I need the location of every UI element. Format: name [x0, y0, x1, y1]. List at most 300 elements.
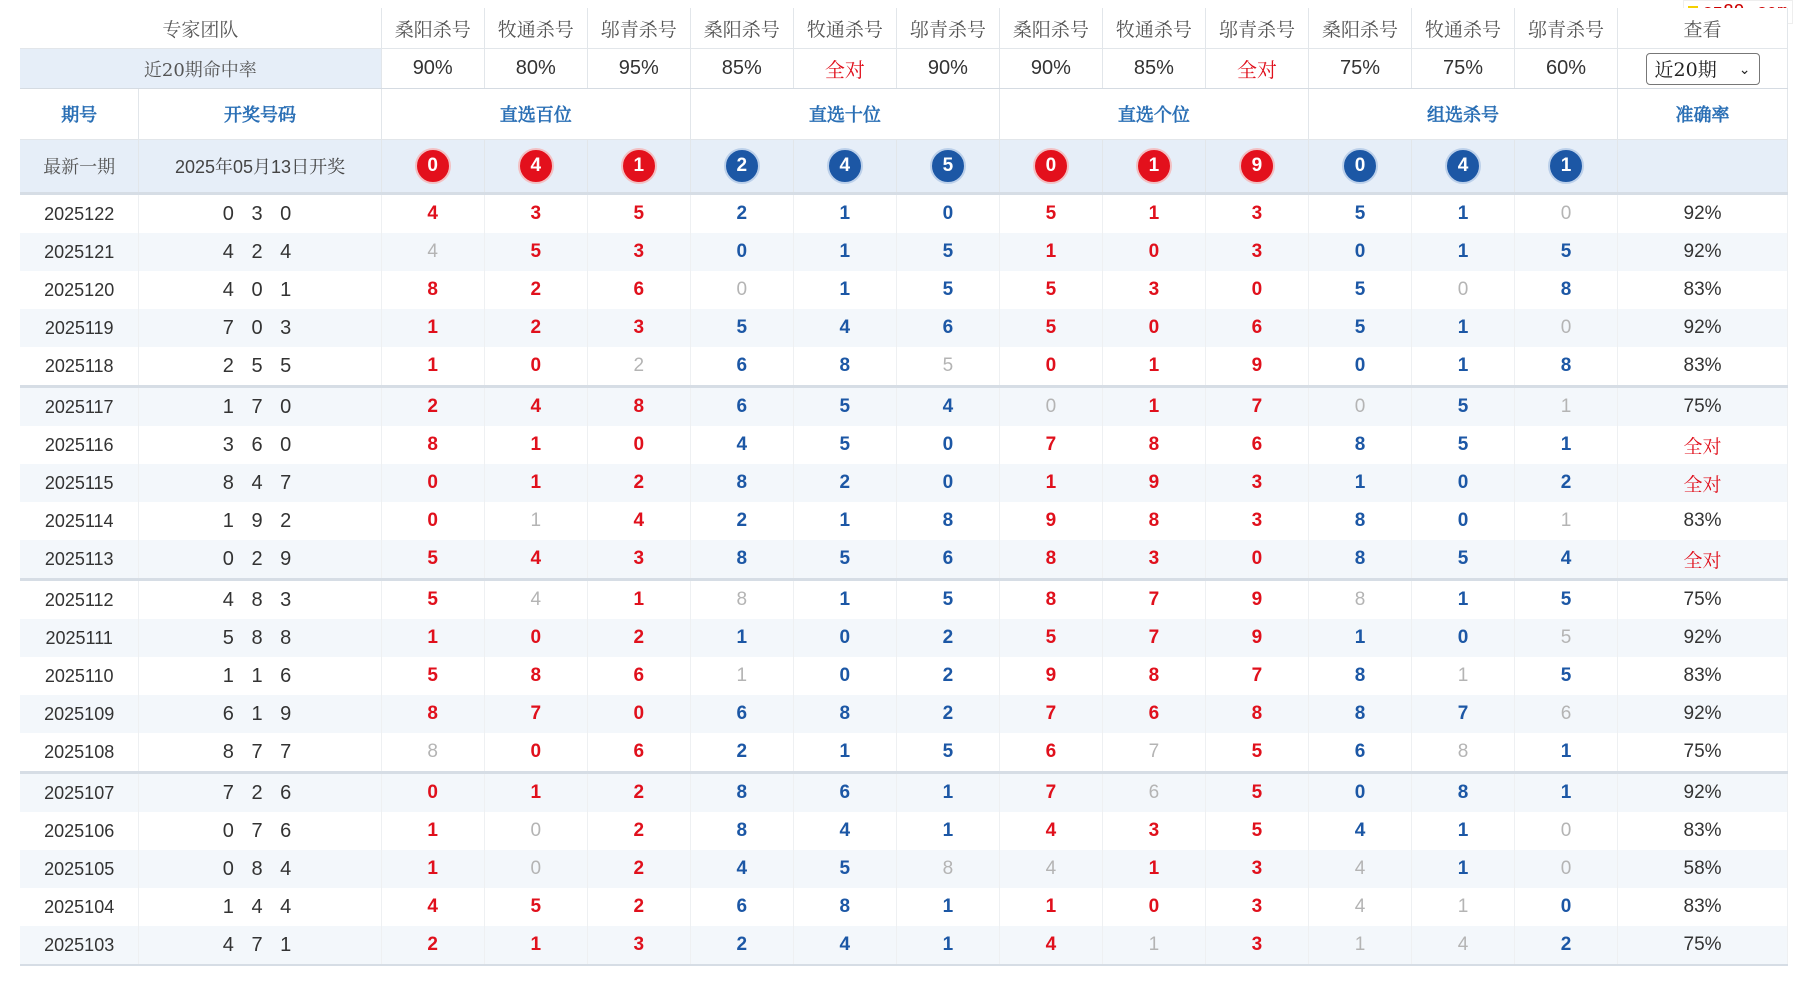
draw-number: 1 4 4 — [139, 888, 381, 926]
kill-number: 1 — [484, 426, 587, 464]
period-number: 2025115 — [20, 464, 139, 502]
expert-name: 邬青杀号 — [1205, 8, 1308, 49]
table-row — [20, 812, 1788, 850]
kill-number: 8 — [381, 426, 484, 464]
kill-number: 7 — [484, 695, 587, 733]
kill-number: 7 — [1102, 619, 1205, 657]
kill-number: 0 — [1412, 619, 1515, 657]
kill-number: 8 — [1102, 502, 1205, 540]
table-row — [20, 347, 1788, 387]
table-row — [20, 233, 1788, 271]
kill-number: 8 — [1205, 695, 1308, 733]
kill-number: 6 — [587, 271, 690, 309]
kill-number: 0 — [999, 347, 1102, 387]
kill-number: 2 — [690, 194, 793, 234]
kill-number: 9 — [999, 502, 1102, 540]
kill-number: 8 — [1412, 773, 1515, 813]
kill-number: 3 — [1102, 540, 1205, 580]
kill-number: 8 — [1308, 426, 1411, 464]
draw-number: 4 7 1 — [139, 926, 381, 965]
kill-number: 0 — [999, 387, 1102, 427]
kill-number: 8 — [1308, 502, 1411, 540]
kill-number-ball: 4 — [827, 148, 863, 184]
kill-number: 3 — [484, 194, 587, 234]
kill-number: 8 — [1515, 271, 1618, 309]
kill-number: 0 — [1515, 309, 1618, 347]
draw-number: 7 2 6 — [139, 773, 381, 813]
accuracy-value: 83% — [1618, 657, 1788, 695]
kill-number: 1 — [1412, 888, 1515, 926]
hit-rate-value: 85% — [1102, 49, 1205, 89]
kill-number: 1 — [1412, 812, 1515, 850]
expert-name: 牧通杀号 — [793, 8, 896, 49]
draw-number: 4 2 4 — [139, 233, 381, 271]
kill-number: 1 — [1515, 773, 1618, 813]
kill-number: 5 — [896, 271, 999, 309]
kill-number: 0 — [896, 426, 999, 464]
kill-number: 9 — [1102, 464, 1205, 502]
accuracy-value: 全对 — [1618, 426, 1788, 464]
period-number: 2025113 — [20, 540, 139, 580]
kill-number: 5 — [1205, 773, 1308, 813]
kill-number: 0 — [484, 850, 587, 888]
draw-number: 1 9 2 — [139, 502, 381, 540]
accuracy-value: 92% — [1618, 695, 1788, 733]
kill-number: 4 — [690, 850, 793, 888]
kill-number: 5 — [793, 850, 896, 888]
period-number: 2025103 — [20, 926, 139, 965]
kill-number-ball: 2 — [724, 148, 760, 184]
kill-number: 1 — [793, 233, 896, 271]
table-row — [20, 502, 1788, 540]
kill-number: 0 — [1412, 502, 1515, 540]
draw-number: 1 7 0 — [139, 387, 381, 427]
kill-number: 4 — [484, 540, 587, 580]
draw-number: 0 8 4 — [139, 850, 381, 888]
kill-number: 4 — [793, 812, 896, 850]
kill-number: 1 — [1308, 464, 1411, 502]
kill-number-ball: 1 — [1548, 148, 1584, 184]
kill-number: 4 — [1308, 850, 1411, 888]
latest-ball-cell — [690, 140, 793, 194]
kill-number: 8 — [1308, 657, 1411, 695]
accuracy-value: 92% — [1618, 233, 1788, 271]
hit-rate-value: 95% — [587, 49, 690, 89]
kill-number: 0 — [1412, 271, 1515, 309]
expert-header-row — [20, 8, 1788, 49]
draw-number: 4 8 3 — [139, 580, 381, 620]
kill-number: 5 — [690, 309, 793, 347]
kill-number: 0 — [381, 773, 484, 813]
kill-number: 6 — [1205, 426, 1308, 464]
kill-number: 1 — [1412, 194, 1515, 234]
kill-number: 2 — [484, 271, 587, 309]
kill-number: 1 — [381, 309, 484, 347]
table-row — [20, 540, 1788, 580]
kill-number-ball: 4 — [1445, 148, 1481, 184]
period-select[interactable] — [1646, 53, 1760, 85]
kill-number: 1 — [381, 619, 484, 657]
kill-number: 8 — [1515, 347, 1618, 387]
kill-number: 8 — [1308, 580, 1411, 620]
col-units: 直选个位 — [999, 89, 1308, 140]
draw-number: 0 7 6 — [139, 812, 381, 850]
latest-ball-cell — [1102, 140, 1205, 194]
kill-number: 8 — [690, 464, 793, 502]
draw-number: 0 2 9 — [139, 540, 381, 580]
kill-number: 1 — [1412, 309, 1515, 347]
kill-number: 0 — [793, 619, 896, 657]
kill-number: 6 — [690, 695, 793, 733]
kill-number: 0 — [690, 233, 793, 271]
kill-number: 5 — [793, 540, 896, 580]
kill-number: 1 — [484, 464, 587, 502]
kill-number-ball: 1 — [1136, 148, 1172, 184]
kill-number: 3 — [587, 309, 690, 347]
kill-number: 5 — [381, 580, 484, 620]
latest-ball-cell — [1205, 140, 1308, 194]
kill-number-ball: 0 — [1033, 148, 1069, 184]
latest-ball-cell — [587, 140, 690, 194]
draw-number: 4 0 1 — [139, 271, 381, 309]
kill-number: 4 — [587, 502, 690, 540]
kill-number: 3 — [1205, 502, 1308, 540]
period-number: 2025116 — [20, 426, 139, 464]
kill-number: 8 — [1102, 657, 1205, 695]
kill-number: 5 — [896, 733, 999, 773]
kill-number: 6 — [793, 773, 896, 813]
kill-number: 7 — [999, 773, 1102, 813]
table-row — [20, 733, 1788, 773]
kill-number: 0 — [1412, 464, 1515, 502]
kill-number: 5 — [1412, 426, 1515, 464]
accuracy-value: 92% — [1618, 773, 1788, 813]
table-row — [20, 657, 1788, 695]
hit-rate-value: 90% — [999, 49, 1102, 89]
col-draw: 开奖号码 — [139, 89, 381, 140]
kill-number: 6 — [1205, 309, 1308, 347]
kill-number: 8 — [690, 812, 793, 850]
kill-number: 5 — [1308, 309, 1411, 347]
kill-number: 1 — [1102, 347, 1205, 387]
kill-number: 5 — [381, 657, 484, 695]
kill-number: 1 — [484, 502, 587, 540]
period-number: 2025110 — [20, 657, 139, 695]
expert-name: 邬青杀号 — [1515, 8, 1618, 49]
kill-number: 1 — [1102, 194, 1205, 234]
draw-number: 8 4 7 — [139, 464, 381, 502]
table-row — [20, 464, 1788, 502]
period-number: 2025104 — [20, 888, 139, 926]
accuracy-value: 75% — [1618, 926, 1788, 965]
latest-ball-cell — [896, 140, 999, 194]
kill-number: 3 — [587, 926, 690, 965]
table-row — [20, 387, 1788, 427]
accuracy-value: 83% — [1618, 347, 1788, 387]
kill-number: 1 — [999, 888, 1102, 926]
kill-number: 5 — [1515, 657, 1618, 695]
kill-number: 2 — [587, 812, 690, 850]
kill-number: 1 — [896, 888, 999, 926]
kill-number: 5 — [896, 580, 999, 620]
column-header-row — [20, 89, 1788, 140]
kill-number: 4 — [1308, 812, 1411, 850]
kill-number: 1 — [381, 812, 484, 850]
kill-number: 0 — [1102, 233, 1205, 271]
kill-number: 5 — [484, 888, 587, 926]
kill-number: 5 — [896, 233, 999, 271]
kill-number: 4 — [381, 194, 484, 234]
kill-number: 0 — [484, 733, 587, 773]
kill-number: 7 — [999, 695, 1102, 733]
kill-number: 5 — [999, 309, 1102, 347]
col-hundreds: 直选百位 — [381, 89, 690, 140]
accuracy-value: 83% — [1618, 888, 1788, 926]
kill-number: 9 — [1205, 580, 1308, 620]
expert-name: 桑阳杀号 — [381, 8, 484, 49]
kill-number: 4 — [1412, 926, 1515, 965]
table-row — [20, 695, 1788, 733]
kill-number: 2 — [896, 695, 999, 733]
kill-number: 1 — [1308, 619, 1411, 657]
period-number: 2025109 — [20, 695, 139, 733]
kill-number: 4 — [484, 580, 587, 620]
kill-number: 2 — [587, 464, 690, 502]
kill-number: 0 — [1515, 194, 1618, 234]
kill-number: 8 — [896, 850, 999, 888]
kill-number: 0 — [587, 695, 690, 733]
kill-number: 0 — [1308, 347, 1411, 387]
kill-number: 9 — [1205, 347, 1308, 387]
kill-number: 2 — [484, 309, 587, 347]
kill-number: 1 — [1308, 926, 1411, 965]
view-label: 查看 — [1618, 8, 1788, 49]
col-tens: 直选十位 — [690, 89, 999, 140]
kill-number: 6 — [587, 733, 690, 773]
kill-number: 0 — [896, 464, 999, 502]
kill-number: 8 — [587, 387, 690, 427]
kill-number: 0 — [1205, 540, 1308, 580]
kill-number: 5 — [1412, 540, 1515, 580]
kill-number: 3 — [1205, 464, 1308, 502]
kill-number: 2 — [1515, 464, 1618, 502]
kill-number: 2 — [896, 657, 999, 695]
hit-rate-value: 75% — [1308, 49, 1411, 89]
kill-number: 8 — [484, 657, 587, 695]
col-period: 期号 — [20, 89, 139, 140]
kill-number: 2 — [690, 926, 793, 965]
kill-number: 1 — [896, 812, 999, 850]
kill-number: 0 — [587, 426, 690, 464]
kill-number: 0 — [1515, 888, 1618, 926]
kill-number: 4 — [381, 233, 484, 271]
kill-number: 8 — [381, 271, 484, 309]
kill-number: 0 — [1205, 271, 1308, 309]
kill-number: 4 — [484, 387, 587, 427]
kill-number: 0 — [1308, 773, 1411, 813]
kill-number: 6 — [896, 309, 999, 347]
kill-number: 2 — [1515, 926, 1618, 965]
kill-number-ball: 0 — [1342, 148, 1378, 184]
expert-name: 邬青杀号 — [587, 8, 690, 49]
expert-name: 牧通杀号 — [1102, 8, 1205, 49]
kill-number: 0 — [690, 271, 793, 309]
kill-number: 0 — [484, 812, 587, 850]
kill-number: 1 — [1412, 580, 1515, 620]
period-number: 2025108 — [20, 733, 139, 773]
kill-number: 6 — [1308, 733, 1411, 773]
kill-number: 1 — [1102, 850, 1205, 888]
expert-name: 桑阳杀号 — [1308, 8, 1411, 49]
kill-number: 1 — [1515, 426, 1618, 464]
accuracy-value: 75% — [1618, 733, 1788, 773]
kill-number: 8 — [1412, 733, 1515, 773]
hit-rate-row — [20, 49, 1788, 89]
period-number: 2025111 — [20, 619, 139, 657]
period-number: 2025120 — [20, 271, 139, 309]
kill-number-ball: 9 — [1239, 148, 1275, 184]
kill-number: 5 — [896, 347, 999, 387]
kill-number: 0 — [1308, 233, 1411, 271]
latest-date: 2025年05月13日开奖 — [139, 140, 381, 194]
kill-number: 6 — [1102, 773, 1205, 813]
latest-ball-cell — [999, 140, 1102, 194]
hit-rate-value: 全对 — [793, 49, 896, 89]
kill-number: 5 — [999, 194, 1102, 234]
accuracy-value: 92% — [1618, 194, 1788, 234]
kill-number: 8 — [381, 733, 484, 773]
table-row — [20, 888, 1788, 926]
latest-ball-cell — [1515, 140, 1618, 194]
kill-number: 1 — [793, 271, 896, 309]
kill-number: 1 — [793, 580, 896, 620]
kill-number: 0 — [793, 657, 896, 695]
kill-number: 5 — [1515, 233, 1618, 271]
kill-number: 8 — [690, 580, 793, 620]
kill-number: 2 — [587, 888, 690, 926]
kill-number-ball: 4 — [518, 148, 554, 184]
kill-number: 6 — [999, 733, 1102, 773]
kill-number-ball: 5 — [930, 148, 966, 184]
draw-number: 3 6 0 — [139, 426, 381, 464]
draw-number: 8 7 7 — [139, 733, 381, 773]
kill-number: 8 — [999, 540, 1102, 580]
accuracy-value: 75% — [1618, 580, 1788, 620]
draw-number: 6 1 9 — [139, 695, 381, 733]
kill-number: 1 — [1515, 733, 1618, 773]
kill-number: 0 — [896, 194, 999, 234]
kill-number: 6 — [587, 657, 690, 695]
kill-number: 7 — [1102, 580, 1205, 620]
draw-number: 1 1 6 — [139, 657, 381, 695]
table-row — [20, 426, 1788, 464]
kill-number: 5 — [999, 619, 1102, 657]
expert-kill-table — [20, 8, 1788, 966]
kill-number: 5 — [1412, 387, 1515, 427]
period-select-value: 近20期 — [1654, 58, 1717, 81]
kill-number: 0 — [1102, 888, 1205, 926]
period-number: 2025117 — [20, 387, 139, 427]
hit-rate-value: 60% — [1515, 49, 1618, 89]
kill-number: 1 — [1412, 657, 1515, 695]
kill-number: 4 — [896, 387, 999, 427]
expert-name: 牧通杀号 — [484, 8, 587, 49]
latest-accuracy-empty — [1618, 140, 1788, 194]
kill-number: 5 — [793, 426, 896, 464]
kill-number: 2 — [587, 619, 690, 657]
period-number: 2025107 — [20, 773, 139, 813]
accuracy-value: 83% — [1618, 271, 1788, 309]
expert-name: 邬青杀号 — [896, 8, 999, 49]
kill-number: 5 — [793, 387, 896, 427]
kill-number: 7 — [999, 426, 1102, 464]
kill-number: 0 — [381, 464, 484, 502]
kill-number: 4 — [1308, 888, 1411, 926]
period-number: 2025106 — [20, 812, 139, 850]
kill-number: 7 — [1412, 695, 1515, 733]
kill-number: 7 — [1205, 387, 1308, 427]
hit-rate-value: 85% — [690, 49, 793, 89]
kill-number: 8 — [381, 695, 484, 733]
hit-rate-value: 90% — [381, 49, 484, 89]
hit-rate-value: 80% — [484, 49, 587, 89]
kill-number: 1 — [1412, 347, 1515, 387]
draw-number: 5 8 8 — [139, 619, 381, 657]
kill-number: 4 — [793, 309, 896, 347]
col-group: 组选杀号 — [1308, 89, 1617, 140]
hit-rate-value: 全对 — [1205, 49, 1308, 89]
kill-number: 1 — [1102, 926, 1205, 965]
kill-number-ball: 0 — [415, 148, 451, 184]
draw-number: 0 3 0 — [139, 194, 381, 234]
kill-number: 2 — [587, 850, 690, 888]
kill-number: 3 — [1205, 233, 1308, 271]
kill-number: 0 — [1515, 850, 1618, 888]
accuracy-value: 83% — [1618, 812, 1788, 850]
kill-number: 1 — [1102, 387, 1205, 427]
kill-number: 6 — [1515, 695, 1618, 733]
kill-number: 8 — [1308, 695, 1411, 733]
kill-number: 0 — [1308, 387, 1411, 427]
kill-number: 1 — [1515, 502, 1618, 540]
kill-number: 1 — [381, 347, 484, 387]
kill-number: 6 — [690, 387, 793, 427]
kill-number: 8 — [999, 580, 1102, 620]
kill-number: 1 — [1515, 387, 1618, 427]
kill-number: 4 — [999, 812, 1102, 850]
kill-number: 1 — [793, 194, 896, 234]
kill-number: 1 — [1412, 233, 1515, 271]
kill-number: 2 — [690, 502, 793, 540]
kill-number: 1 — [793, 502, 896, 540]
kill-number: 4 — [1515, 540, 1618, 580]
accuracy-value: 全对 — [1618, 464, 1788, 502]
kill-number: 6 — [896, 540, 999, 580]
kill-number: 5 — [484, 233, 587, 271]
kill-number: 1 — [1412, 850, 1515, 888]
kill-number: 3 — [1205, 926, 1308, 965]
table-row — [20, 580, 1788, 620]
kill-number: 1 — [690, 619, 793, 657]
latest-ball-cell — [1308, 140, 1411, 194]
period-number: 2025114 — [20, 502, 139, 540]
kill-number: 3 — [1102, 271, 1205, 309]
chevron-down-icon: ⌄ — [1738, 61, 1751, 78]
kill-number: 1 — [484, 926, 587, 965]
kill-number: 4 — [381, 888, 484, 926]
kill-number: 5 — [1205, 812, 1308, 850]
accuracy-value: 83% — [1618, 502, 1788, 540]
